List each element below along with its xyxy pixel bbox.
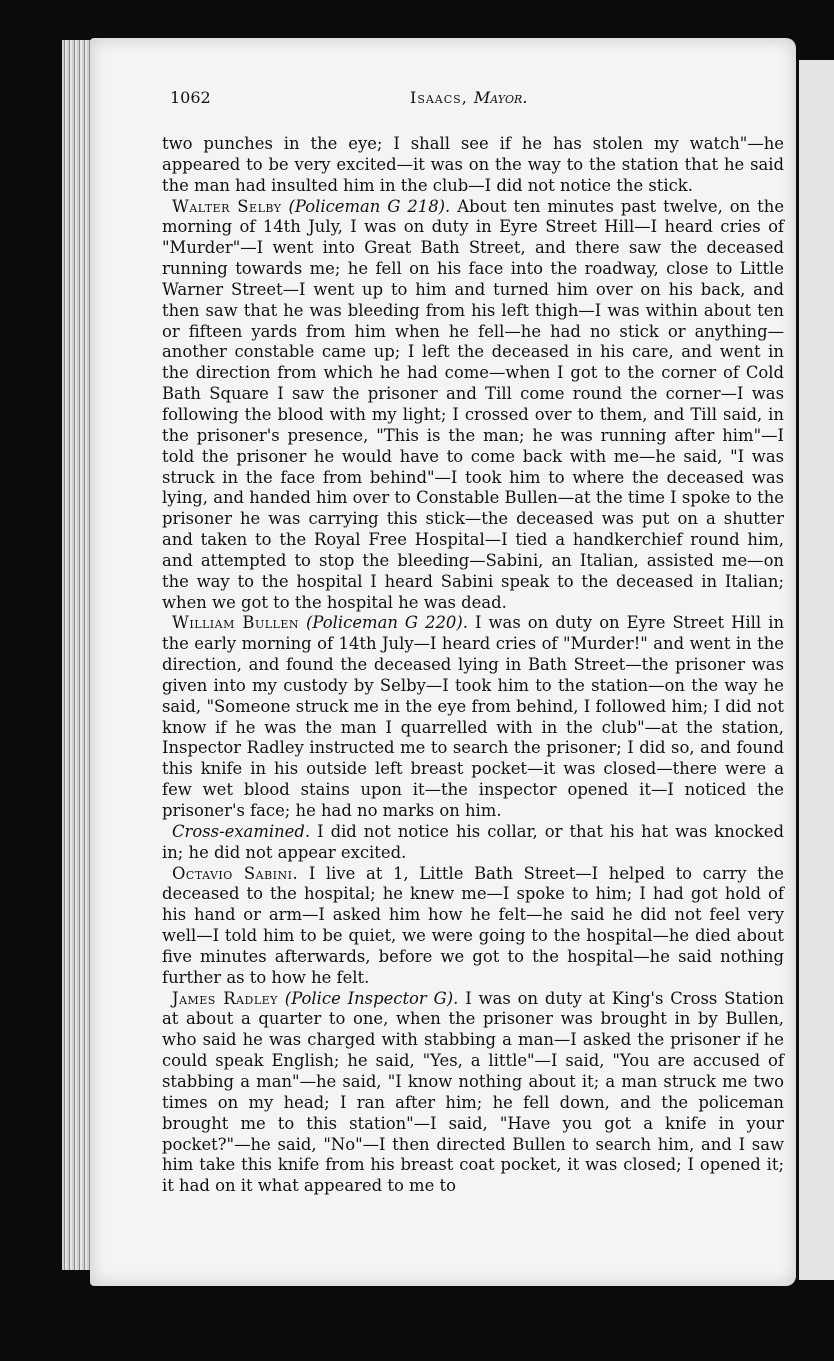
- witness-name: James Radley: [172, 988, 278, 1008]
- witness-role: (Policeman G 220).: [306, 613, 468, 633]
- cross-examined-label: Cross-examined.: [172, 821, 311, 841]
- paragraph-text: two punches in the eye; I shall see if he has stolen my watch"—he appeared to be very excited—it was on the way to the station that he said the man had insulted him in the club—I did not notice the stick.: [162, 134, 784, 195]
- paragraph-continuation: [162, 134, 784, 197]
- witness-name: Walter Selby: [172, 196, 282, 216]
- testimony-sabini: [162, 864, 784, 989]
- running-head-name: Isaacs,: [410, 88, 468, 107]
- paragraph-text: I did not notice his collar, or that his hat was knocked in; he did not appear excited.: [162, 821, 784, 862]
- paragraph-text: I live at 1, Little Bath Street—I helped to carry the deceased to the hospital; he knew me—I spoke to him; I had got hold of his hand or arm—I asked him how he felt—he said he did not feel very well—I told him to be quiet, we were going to the hospital—he died about five minutes afterwards, before we got to the hospital—he said nothing further as to how he felt.: [162, 863, 784, 987]
- running-head-title: Mayor.: [473, 88, 528, 107]
- paragraph-text: I was on duty at King's Cross Station at about a quarter to one, when the prisoner was brought in by Bullen, who said he was charged with stabbing a man—I asked the prisoner if he could speak English; he said, "Yes, a little"—I said, "You are accused of stabbing a man"—he said, "I know nothing about it; a man struck me two times on my head; I ran after him; he fell down, and the policeman brought me to this station"—I said, "Have you got a knife in your pocket?"—he said, "No"—I then directed Bullen to search him, and I saw him take this knife from his breast coat pocket, it was closed; I opened it; it had on it what appeared to me to: [162, 988, 784, 1196]
- witness-name: William Bullen: [172, 613, 299, 633]
- page-number: 1062: [170, 88, 211, 107]
- witness-name: Octavio Sabini.: [172, 863, 299, 883]
- page-edges: [62, 40, 92, 1270]
- paragraph-text: About ten minutes past twelve, on the morning of 14th July, I was on duty in Eyre Street Hill—I heard cries of "Murder"—I went into Great Bath Street, and there saw the deceased running towards me; he fell on his face into the roadway, close to Little Warner Street—I went up to him and turned him over on his back, and then saw that he was bleeding from his left thigh—I was within about ten or fifteen yards from him when he fell—he had no stick or anything—another constable came up; I left the deceased in his care, and went in the direction from which he had come—when I got to the corner of Cold Bath Square I saw the prisoner and Till come round the corner—I was following the blood with my light; I crossed over to them, and Till said, in the prisoner's presence, "This is the man; he was running after him"—I told the prisoner he would have to come back with me—he said, "I was struck in the face from behind"—I took him to where the deceased was lying, and handed him over to Constable Bullen—at the time I spoke to the prisoner he was carrying this stick—the deceased was put on a shutter and taken to the Royal Free Hospital—I tied a handkerchief round him, and attempted to stop the bleeding—Sabini, an Italian, assisted me—on the way to the hospital I heard Sabini speak to the deceased in Italian; when we got to the hospital he was dead.: [162, 196, 785, 612]
- testimony-selby: [162, 197, 784, 614]
- page-header: [170, 88, 790, 112]
- cross-examination: [162, 822, 784, 864]
- witness-role: (Policeman G 218).: [288, 196, 451, 216]
- testimony-bullen: [162, 613, 784, 821]
- facing-page-edge: [796, 60, 834, 1280]
- running-head: [410, 88, 527, 107]
- testimony-radley: [162, 989, 784, 1197]
- paragraph-text: I was on duty on Eyre Street Hill in the early morning of 14th July—I heard cries of "Murder!" and went in the direction, and found the deceased lying in Bath Street—the prisoner was given into my custody by Selby—I took him to the station—on the way he said, "Someone struck me in the eye from behind, I followed him; I did not know if he was the man I quarrelled with in the club"—at the station, Inspector Radley instructed me to search the prisoner; I did so, and found this knife in his outside left breast pocket—it was closed—there were a few wet blood stains upon it—the inspector opened it—I noticed the prisoner's face; he had no marks on him.: [162, 613, 784, 820]
- body-text: [162, 134, 784, 1197]
- witness-role: (Police Inspector G).: [284, 988, 459, 1008]
